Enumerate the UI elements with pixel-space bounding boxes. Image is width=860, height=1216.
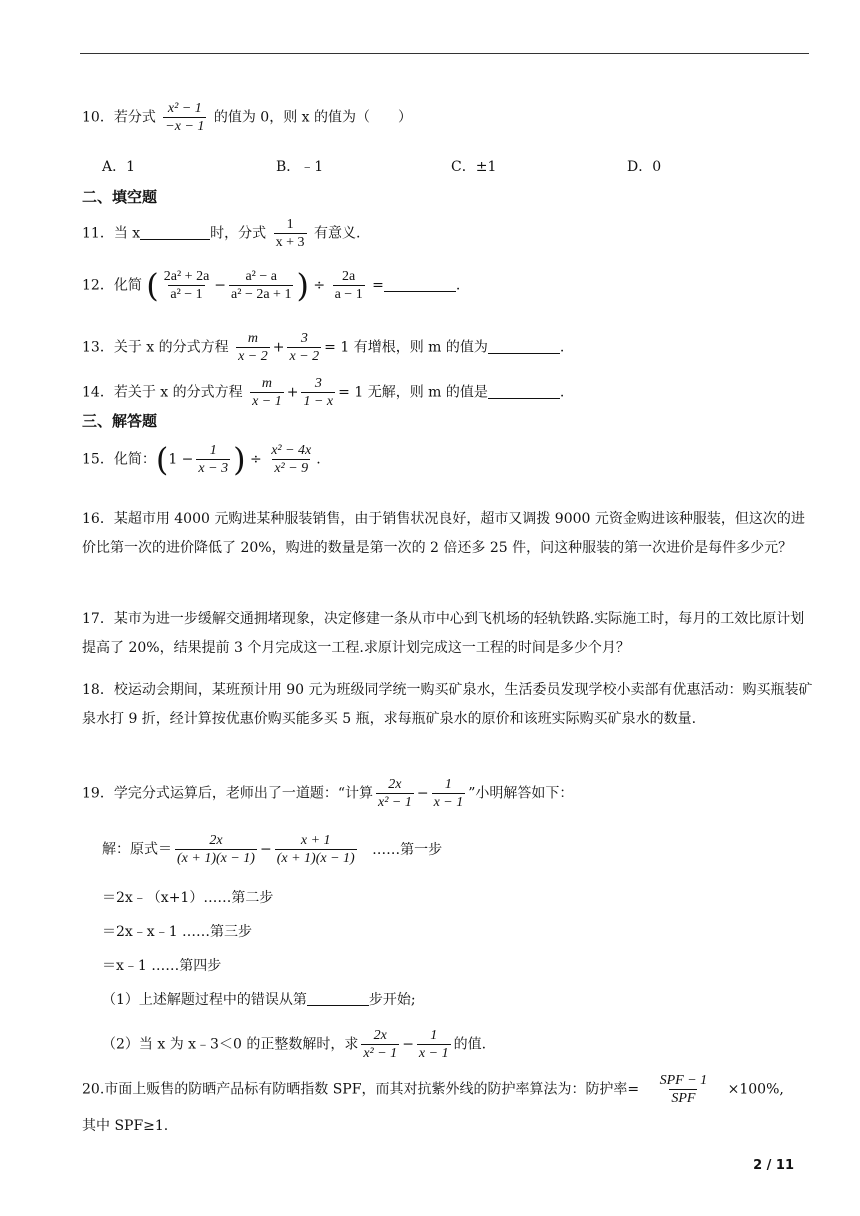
q11-text-mid: 时，分式 — [210, 225, 267, 242]
question-15 — [82, 442, 321, 477]
equals-one: = 1 — [324, 339, 350, 356]
q15-fraction-1: $\frac{1}{x - 3}$ — [198, 443, 229, 476]
section-title-fill-blank: 二、填空题 — [82, 188, 158, 206]
q11-fraction: $\frac{1}{x + 3}$ — [275, 217, 305, 250]
solution-fraction-2: $\frac{x + 1}{(x + 1)(x - 1)}$ — [276, 833, 355, 866]
question-12 — [82, 268, 460, 303]
q20-text: 20.市面上贩售的防晒产品标有防晒指数 SPF，而其对抗紫外线的防护率算法为：防护率= — [82, 1081, 640, 1098]
q15-text: 15．化简： — [82, 451, 156, 468]
solution-fraction-1: $\frac{2x}{(x + 1)(x - 1)}$ — [177, 833, 255, 866]
question-18: 18．校运动会期间，某班预计用 90 元为班级同学统一购买矿泉水，生活委员发现学校小卖部有优惠活动：购买瓶装矿泉水打 9 折，经计算按优惠价购买能多买 5 瓶，求每瓶矿泉水的原价和该班实际购买矿泉水的数量. — [82, 682, 813, 727]
section-title-answer: 三、解答题 — [82, 412, 158, 430]
q14-text: 14．若关于 x 的分式方程 — [82, 384, 243, 401]
q13-end: . — [559, 339, 565, 356]
q12-fraction-1: $\frac{\text{2a² + 2a}}{\text{a² − 1}}$ — [163, 269, 210, 302]
part2-fraction-1: $\frac{2x}{\text{x² − 1}}$ — [363, 1028, 398, 1061]
option-c: C．±1 — [451, 159, 497, 175]
q11-text-end: 有意义. — [313, 225, 361, 242]
answer-blank — [488, 339, 560, 354]
q12-text: 12．化简 — [82, 277, 142, 294]
part2-text-end: 的值. — [453, 1036, 487, 1053]
q12-fraction-3: $\frac{2a}{a - 1}$ — [334, 269, 363, 302]
divide-sign: ÷ — [250, 451, 262, 468]
option-b: B．﹣1 — [276, 159, 324, 175]
right-paren: ) — [296, 266, 309, 305]
q15-end: . — [316, 451, 321, 468]
minus-sign: − — [214, 277, 227, 294]
question-13 — [82, 330, 564, 365]
q13-text: 13．关于 x 的分式方程 — [82, 339, 229, 356]
q19-part1 — [102, 989, 416, 1011]
equals-one: = 1 — [338, 384, 364, 401]
question-20 — [82, 1072, 784, 1107]
step1-label: ……第一步 — [372, 841, 443, 858]
q20-line2: 其中 SPF≥1. — [82, 1118, 169, 1134]
plus-sign: + — [272, 339, 285, 356]
question-14 — [82, 375, 564, 410]
q19-solution-step1 — [102, 832, 442, 867]
header-rule — [80, 53, 809, 54]
question-19 — [82, 776, 573, 811]
question-16: 16．某超市用 4000 元购进某种服装销售，由于销售状况良好，超市又调拨 9000 元资金购进该种服装，但这次的进价比第一次的进价降低了 20%，购进的数量是第一次的 2 倍还多 25 件，问这种服装的第一次进价是每件多少元？ — [82, 511, 805, 556]
q19-fraction-1: $\frac{2x}{\text{x² − 1}}$ — [377, 777, 412, 810]
left-paren: ( — [155, 440, 169, 479]
part2-text: （2）当 x 为 x﹣3＜0 的正整数解时，求 — [102, 1036, 359, 1053]
one-minus: 1 − — [168, 451, 194, 468]
answer-blank — [140, 225, 210, 240]
q19-text: 19．学完分式运算后，老师出了一道题：“计算 — [82, 785, 373, 802]
divide-sign: ÷ — [313, 277, 326, 294]
q19-step3: ＝2x﹣x﹣1 ……第三步 — [102, 924, 253, 940]
q10-fraction: $\frac{\text{x² − 1}}{-x - 1}$ — [165, 101, 205, 134]
question-10 — [82, 100, 412, 135]
q19-fraction-2: $\frac{1}{x - 1}$ — [433, 777, 464, 810]
minus-sign: − — [259, 841, 272, 858]
equals-sign: = — [372, 277, 384, 294]
q10-options — [82, 156, 802, 178]
part2-fraction-2: $\frac{1}{x - 1}$ — [418, 1028, 449, 1061]
q11-text: 11．当 x — [82, 225, 141, 242]
q13-fraction-1: $\frac{m}{x - 2}$ — [238, 331, 268, 364]
q20-fraction: $\frac{\text{SPF − 1}}{\text{SPF}}$ — [659, 1073, 708, 1106]
plus-sign: + — [286, 384, 299, 401]
q20-text-end: ×100%, — [727, 1081, 784, 1098]
answer-blank — [488, 384, 560, 399]
part1-text-end: 步开始; — [368, 992, 416, 1008]
page-number: 2 / 11 — [753, 1158, 794, 1173]
solution-label: 解：原式＝ — [102, 841, 172, 858]
answer-blank — [384, 277, 456, 292]
q15-fraction-2: $\frac{\text{x² − 4x}}{\text{x² − 9}}$ — [271, 443, 312, 476]
option-a: A．1 — [102, 159, 136, 175]
q19-step2: ＝2x﹣（x+1）……第二步 — [102, 890, 274, 906]
q19-text-end: ”小明解答如下： — [468, 785, 574, 802]
q14-fraction-1: $\frac{m}{x - 1}$ — [252, 376, 282, 409]
q19-step4: ＝x﹣1 ……第四步 — [102, 958, 222, 974]
q13-text-end: 有增根，则 m 的值为 — [353, 339, 488, 356]
part1-text: （1）上述解题过程中的错误从第 — [102, 992, 307, 1008]
q14-end: . — [559, 384, 565, 401]
q14-text-end: 无解，则 m 的值是 — [367, 384, 488, 401]
option-d: D．0 — [627, 159, 662, 175]
q12-end: . — [455, 277, 461, 294]
q10-text: 10．若分式 — [82, 109, 156, 126]
minus-sign: − — [416, 785, 429, 802]
left-paren: ( — [146, 266, 159, 305]
question-17: 17．某市为进一步缓解交通拥堵现象，决定修建一条从市中心到飞机场的轻轨铁路.实际施工时，每月的工效比原计划提高了 20%，结果提前 3 个月完成这一工程.求原计划完成这一工程的时间是多少个月？ — [82, 611, 805, 656]
minus-sign: − — [402, 1036, 414, 1053]
answer-blank — [307, 991, 369, 1006]
right-paren: ) — [233, 440, 246, 479]
question-11 — [82, 216, 360, 251]
q14-fraction-2: $\frac{3}{1 - x}$ — [303, 376, 334, 409]
q19-part2 — [102, 1027, 486, 1062]
q10-text-end: 的值为 0，则 x 的值为（ ） — [213, 109, 412, 126]
q12-fraction-2: $\frac{\text{a² − a}}{\text{a² − 2a + 1}}$ — [231, 269, 292, 302]
q13-fraction-2: $\frac{3}{x - 2}$ — [289, 331, 320, 364]
